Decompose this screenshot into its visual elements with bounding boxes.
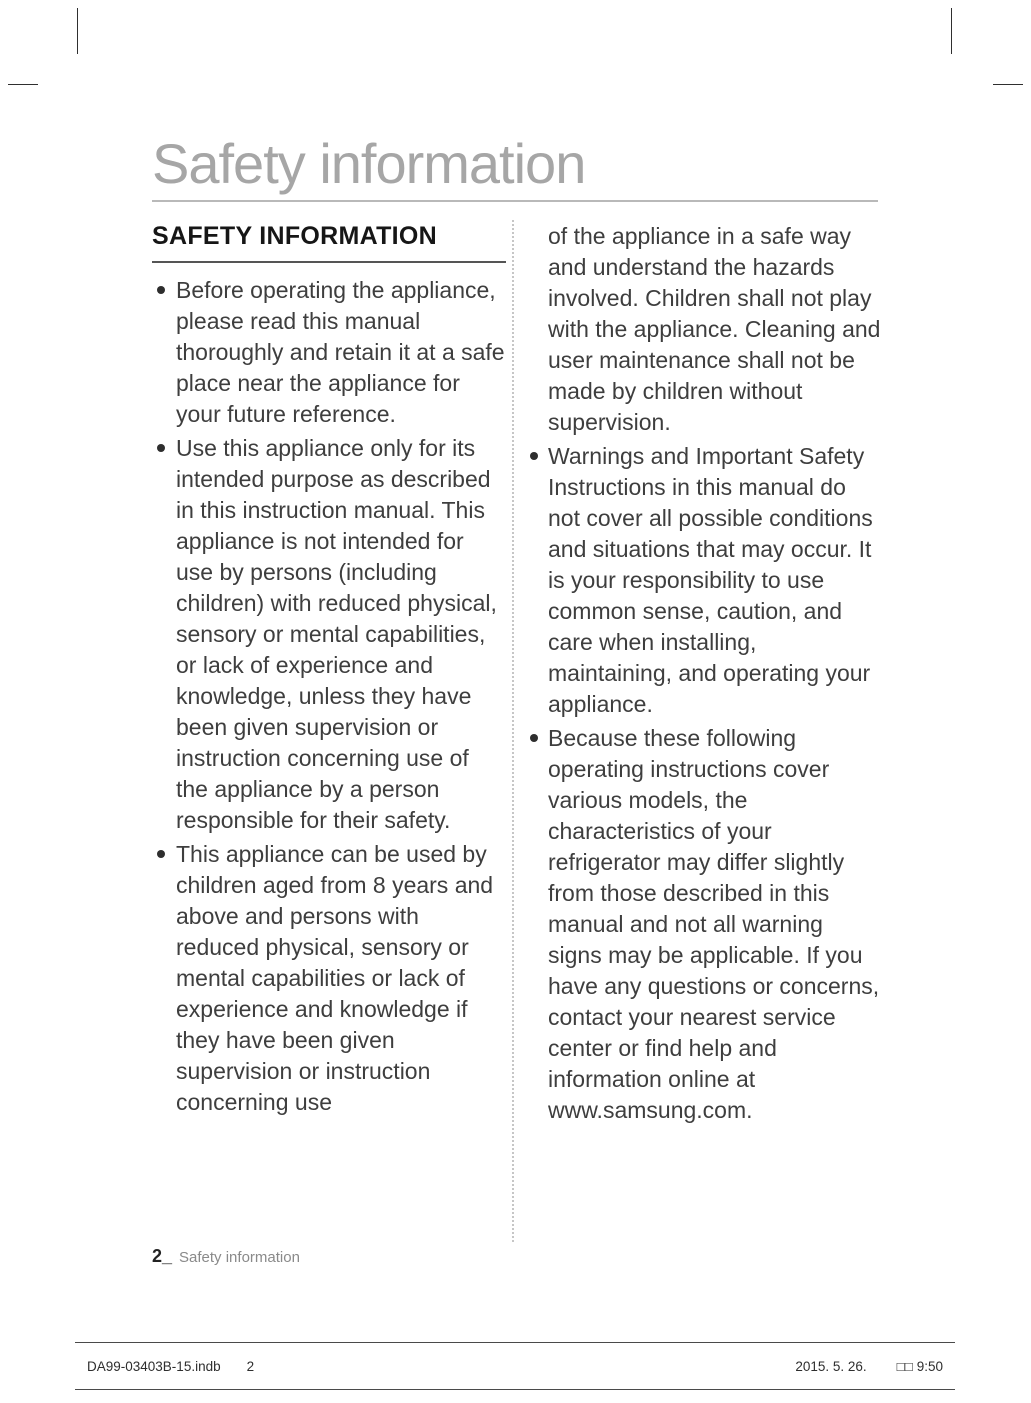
crop-mark-top-left bbox=[77, 8, 78, 54]
crop-mark-left bbox=[8, 84, 38, 85]
page-title: Safety information bbox=[152, 132, 586, 195]
print-date-info bbox=[795, 1359, 943, 1374]
bullet-item: Use this appliance only for its intended purpose as described in this instruction manual. This appliance is not intended for use by persons (including children) with reduced physical, sensory or mental capabilities, or lack of experience and knowledge, unless they have been given supervision or instruction concerning use of the appliance by a person responsible for their safety. bbox=[152, 433, 506, 836]
bullet-item: Before operating the appliance, please read this manual thoroughly and retain it at a safe place near the appliance for your future reference. bbox=[152, 275, 506, 430]
bullet-item: Warnings and Important Safety Instructions in this manual do not cover all possible conditions and situations that may occur. It is your responsibility to use common sense, caution, and care when installing, maintaining, and operating your appliance. bbox=[530, 441, 882, 720]
section-heading: SAFETY INFORMATION bbox=[152, 221, 506, 263]
print-file-info bbox=[87, 1359, 254, 1374]
bullet-item: Because these following operating instructions cover various models, the characteristics of your refrigerator may differ slightly from those described in this manual and not all warning signs may be applicable. If you have any questions or concerns, contact your nearest service center or find help and information online at www.samsung.com. bbox=[530, 723, 882, 1126]
footer-separator: _ bbox=[162, 1246, 173, 1266]
page-title-block bbox=[152, 132, 878, 202]
print-time: □□ 9:50 bbox=[896, 1358, 943, 1374]
bullet-list-right bbox=[530, 441, 882, 1126]
bullet-item: This appliance can be used by children aged from 8 years and above and persons with reduced physical, sensory or mental capabilities or lack of experience and knowledge if they have been given supervision or instruction concerning use bbox=[152, 839, 506, 1118]
right-column bbox=[530, 221, 882, 1129]
print-info-bar bbox=[75, 1342, 955, 1390]
print-date: 2015. 5. 26. bbox=[795, 1358, 867, 1374]
column-divider bbox=[512, 220, 514, 1242]
footer-page-number: 2 bbox=[152, 1246, 163, 1266]
crop-mark-top-right bbox=[951, 8, 952, 54]
print-file-name: DA99-03403B-15.indb bbox=[87, 1358, 221, 1374]
footer-label: Safety information bbox=[179, 1249, 300, 1266]
bullet-list-left bbox=[152, 275, 506, 1118]
continuation-paragraph: of the appliance in a safe way and understand the hazards involved. Children shall not play with the appliance. Cleaning and user maintenance shall not be made by children without supervision. bbox=[548, 223, 881, 435]
print-file-page: 2 bbox=[246, 1358, 255, 1374]
crop-mark-right bbox=[993, 84, 1023, 85]
page-footer bbox=[152, 1246, 300, 1267]
left-column bbox=[152, 221, 506, 1121]
